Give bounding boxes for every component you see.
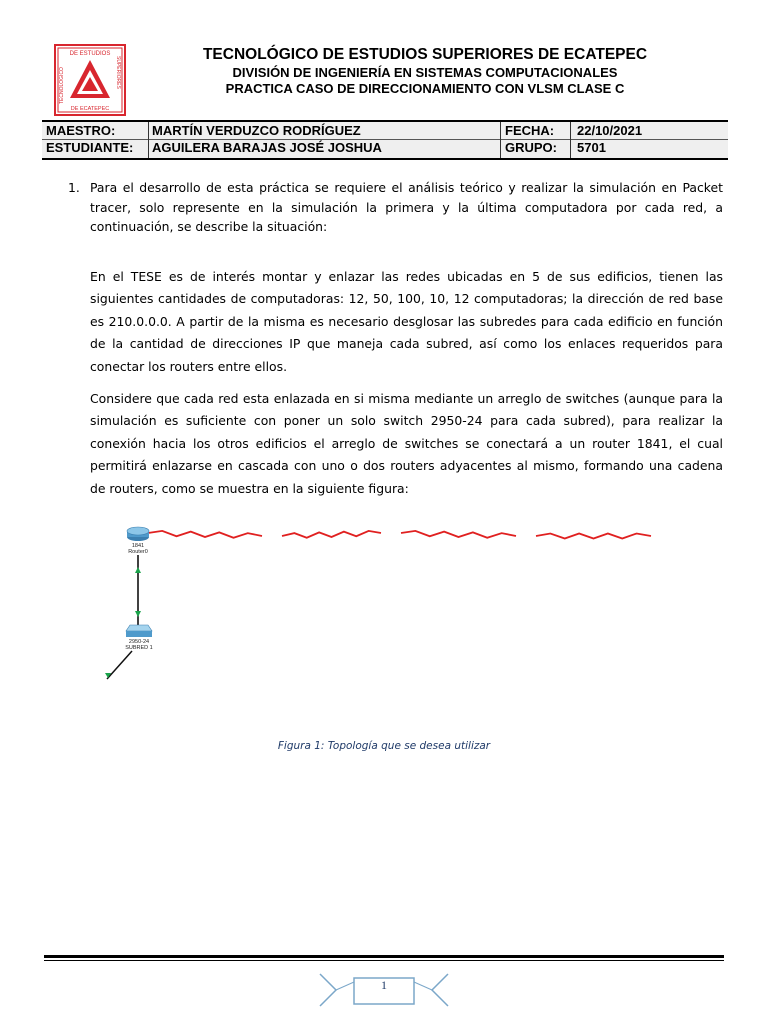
- info-col-divider: [148, 122, 149, 158]
- paragraph-instructions: Para el desarrollo de esta práctica se requiere el análisis teórico y realizar la simulación en Packet tracer, solo represente en la simulación la primera y la última computadora por cada red, a continuación, se describe la situación:: [90, 180, 723, 234]
- info-table: [42, 120, 728, 160]
- switch-icon: [126, 631, 152, 637]
- practice-title: PRACTICA CASO DE DIRECCIONAMIENTO CON VLSM CLASE C: [225, 81, 625, 96]
- link-status-arrow: [135, 611, 141, 617]
- paragraph-scenario: En el TESE es de interés montar y enlazar las redes ubicadas en 5 de sus edificios, tienen las siguientes cantidades de computadoras: 12, 50, 100, 10, 12 computadoras; la dirección de red base es 210.0.0.0. A partir de la misma es necesario desglosar las subredes para cada edificio en función de la cantidad de direcciones IP que maneja cada subred, así como los enlaces requeridos para conectar los routers entre ellos.: [90, 269, 723, 374]
- svg-text:TECNOLOGICO: TECNOLOGICO: [59, 67, 65, 104]
- info-col-divider: [500, 122, 501, 158]
- router-name-label: Router0: [128, 549, 148, 555]
- teacher-name: MARTÍN VERDUZCO RODRÍGUEZ: [152, 123, 361, 138]
- serial-link: [148, 531, 262, 538]
- group-label: GRUPO:: [505, 140, 557, 155]
- switch-icon-top: [126, 625, 152, 631]
- paragraph-topology: Considere que cada red esta enlazada en si misma mediante un arreglo de switches (aunque para la simulación es suficiente con poner un solo switch 2950-24 para cada subred), para realizar la conexión hacia los otros edificios el arreglo de switches se conectará a un router 1841, el cual permitirá enlazarse en cascada con uno o dos routers adyacentes al mismo, formando una cadena de routers, como se muestra en la siguiente figura:: [90, 391, 723, 496]
- info-row-divider: [42, 139, 728, 140]
- switch-name-label: SUBRED 1: [125, 645, 153, 651]
- student-name: AGUILERA BARAJAS JOSÉ JOSHUA: [152, 140, 382, 155]
- info-col-divider: [570, 122, 571, 158]
- figure-caption: Figura 1: Topología que se desea utilizar: [277, 740, 491, 752]
- svg-text:SUPERIORES: SUPERIORES: [115, 56, 121, 89]
- division-name: DIVISIÓN DE INGENIERÍA EN SISTEMAS COMPUTACIONALES: [232, 65, 618, 80]
- date-value: 22/10/2021: [577, 123, 643, 138]
- list-number: 1.: [68, 180, 80, 195]
- svg-text:DE ECATEPEC: DE ECATEPEC: [70, 106, 110, 112]
- serial-link: [536, 534, 651, 539]
- router-icon: [127, 527, 149, 535]
- group-value: 5701: [577, 140, 606, 155]
- serial-link: [401, 531, 516, 538]
- pc-link: [107, 651, 132, 679]
- footer-rule-thin: [44, 960, 724, 961]
- router-model-label: 1841: [131, 543, 145, 549]
- institution-name: TECNOLÓGICO DE ESTUDIOS SUPERIORES DE ECATEPEC: [202, 46, 648, 63]
- svg-text:DE ESTUDIOS: DE ESTUDIOS: [69, 51, 111, 57]
- student-label: ESTUDIANTE:: [46, 140, 134, 155]
- network-topology-figure: [95, 515, 725, 740]
- link-status-arrow: [135, 567, 141, 573]
- date-label: FECHA:: [505, 123, 555, 138]
- teacher-label: MAESTRO:: [46, 123, 116, 138]
- switch-model-label: 2950-24: [128, 639, 150, 645]
- page-number: 1: [381, 978, 387, 992]
- serial-link: [282, 531, 381, 538]
- footer-rule: [44, 955, 724, 958]
- institution-logo: [54, 44, 126, 116]
